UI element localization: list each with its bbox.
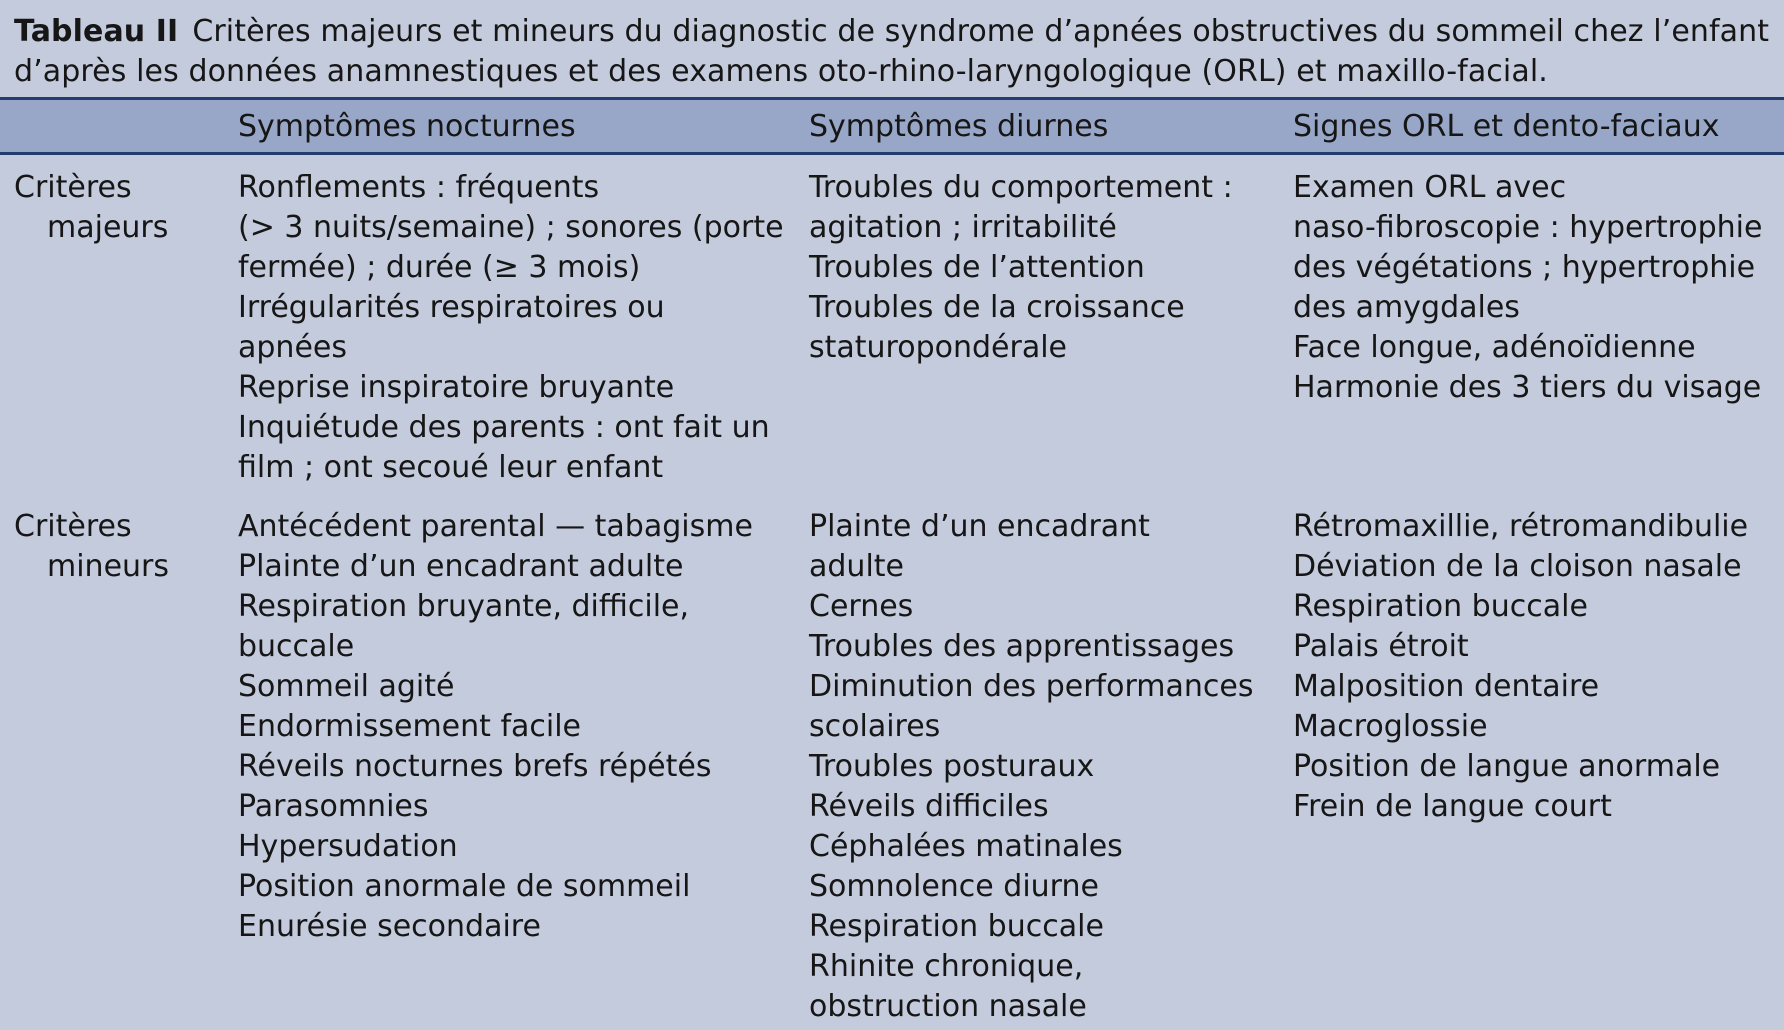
cell-line: Position de langue anormale bbox=[1293, 749, 1721, 784]
major-nocturnal-cell bbox=[238, 168, 784, 488]
cell-line: Plainte d’un encadrant adulte bbox=[238, 549, 684, 584]
cell-line: Cernes bbox=[809, 589, 914, 624]
cell-line: Hypersudation bbox=[238, 829, 458, 864]
cell-line: Somnolence diurne bbox=[809, 869, 1099, 904]
cell-line: Antécédent parental — tabagisme bbox=[238, 509, 753, 544]
criteria-label-line: mineurs bbox=[47, 549, 170, 584]
criteria-label-line: majeurs bbox=[47, 210, 169, 245]
criteria-label-line: Critères bbox=[14, 509, 132, 544]
minor-ent-cell bbox=[1293, 507, 1748, 827]
cell-line: Déviation de la cloison nasale bbox=[1293, 549, 1742, 584]
cell-line: Plainte d’un encadrant bbox=[809, 509, 1150, 544]
cell-line: Troubles de la croissance bbox=[809, 290, 1185, 325]
cell-line: Malposition dentaire bbox=[1293, 669, 1600, 704]
table-caption bbox=[14, 12, 1776, 92]
cell-line: Irrégularités respiratoires ou bbox=[238, 290, 665, 325]
cell-line: agitation ; irritabilité bbox=[809, 210, 1117, 245]
cell-line: Inquiétude des parents : ont fait un bbox=[238, 410, 770, 445]
minor-nocturnal-cell bbox=[238, 507, 753, 947]
cell-line: Macroglossie bbox=[1293, 709, 1488, 744]
cell-line: Céphalées matinales bbox=[809, 829, 1123, 864]
cell-line: staturopondérale bbox=[809, 330, 1068, 365]
cell-line: Respiration buccale bbox=[809, 909, 1104, 944]
cell-line: Examen ORL avec bbox=[1293, 170, 1567, 205]
cell-line: Rétromaxillie, rétromandibulie bbox=[1293, 509, 1749, 544]
cell-line: (> 3 nuits/semaine) ; sonores (porte bbox=[238, 210, 784, 245]
header-nocturnal-symptoms: Symptômes nocturnes bbox=[238, 109, 576, 144]
cell-line: Ronflements : fréquents bbox=[238, 170, 600, 205]
row-major-criteria-label bbox=[14, 168, 168, 248]
minor-diurnal-cell bbox=[809, 507, 1253, 1027]
cell-line: fermée) ; durée (≥ 3 mois) bbox=[238, 250, 641, 285]
cell-line: scolaires bbox=[809, 709, 941, 744]
cell-line: Endormissement facile bbox=[238, 709, 582, 744]
table-label: Tableau II bbox=[14, 14, 179, 49]
cell-line: Reprise inspiratoire bruyante bbox=[238, 370, 675, 405]
cell-line: obstruction nasale bbox=[809, 989, 1087, 1024]
cell-line: Sommeil agité bbox=[238, 669, 455, 704]
cell-line: Troubles de l’attention bbox=[809, 250, 1145, 285]
cell-line: Troubles des apprentissages bbox=[809, 629, 1235, 664]
row-minor-criteria-label bbox=[14, 507, 169, 587]
caption-line-2: d’après les données anamnestiques et des examens oto-rhino-laryngologique (ORL) et maxillo-facial. bbox=[14, 54, 1548, 89]
cell-line: Réveils nocturnes brefs répétés bbox=[238, 749, 712, 784]
cell-line: Respiration bruyante, difficile, bbox=[238, 589, 690, 624]
cell-line: des amygdales bbox=[1293, 290, 1520, 325]
cell-line: Diminution des performances bbox=[809, 669, 1254, 704]
major-ent-cell bbox=[1293, 168, 1762, 408]
cell-line: Rhinite chronique, bbox=[809, 949, 1084, 984]
cell-line: Harmonie des 3 tiers du visage bbox=[1293, 370, 1762, 405]
cell-line: des végétations ; hypertrophie bbox=[1293, 250, 1756, 285]
cell-line: adulte bbox=[809, 549, 904, 584]
major-diurnal-cell bbox=[809, 168, 1233, 368]
cell-line: Enurésie secondaire bbox=[238, 909, 541, 944]
cell-line: Troubles du comportement : bbox=[809, 170, 1233, 205]
cell-line: Frein de langue court bbox=[1293, 789, 1612, 824]
cell-line: Réveils difficiles bbox=[809, 789, 1049, 824]
cell-line: apnées bbox=[238, 330, 347, 365]
cell-line: Face longue, adénoïdienne bbox=[1293, 330, 1696, 365]
header-ent-dentofacial-signs: Signes ORL et dento-faciaux bbox=[1293, 109, 1720, 144]
criteria-label-line: Critères bbox=[14, 170, 132, 205]
caption-line-1: Critères majeurs et mineurs du diagnostic de syndrome d’apnées obstructives du sommeil chez l’enfant bbox=[192, 14, 1770, 49]
cell-line: Position anormale de sommeil bbox=[238, 869, 691, 904]
cell-line: Parasomnies bbox=[238, 789, 429, 824]
cell-line: Palais étroit bbox=[1293, 629, 1469, 664]
header-diurnal-symptoms: Symptômes diurnes bbox=[809, 109, 1109, 144]
cell-line: Troubles posturaux bbox=[809, 749, 1095, 784]
cell-line: naso-fibroscopie : hypertrophie bbox=[1293, 210, 1763, 245]
cell-line: Respiration buccale bbox=[1293, 589, 1588, 624]
cell-line: film ; ont secoué leur enfant bbox=[238, 450, 664, 485]
cell-line: buccale bbox=[238, 629, 355, 664]
